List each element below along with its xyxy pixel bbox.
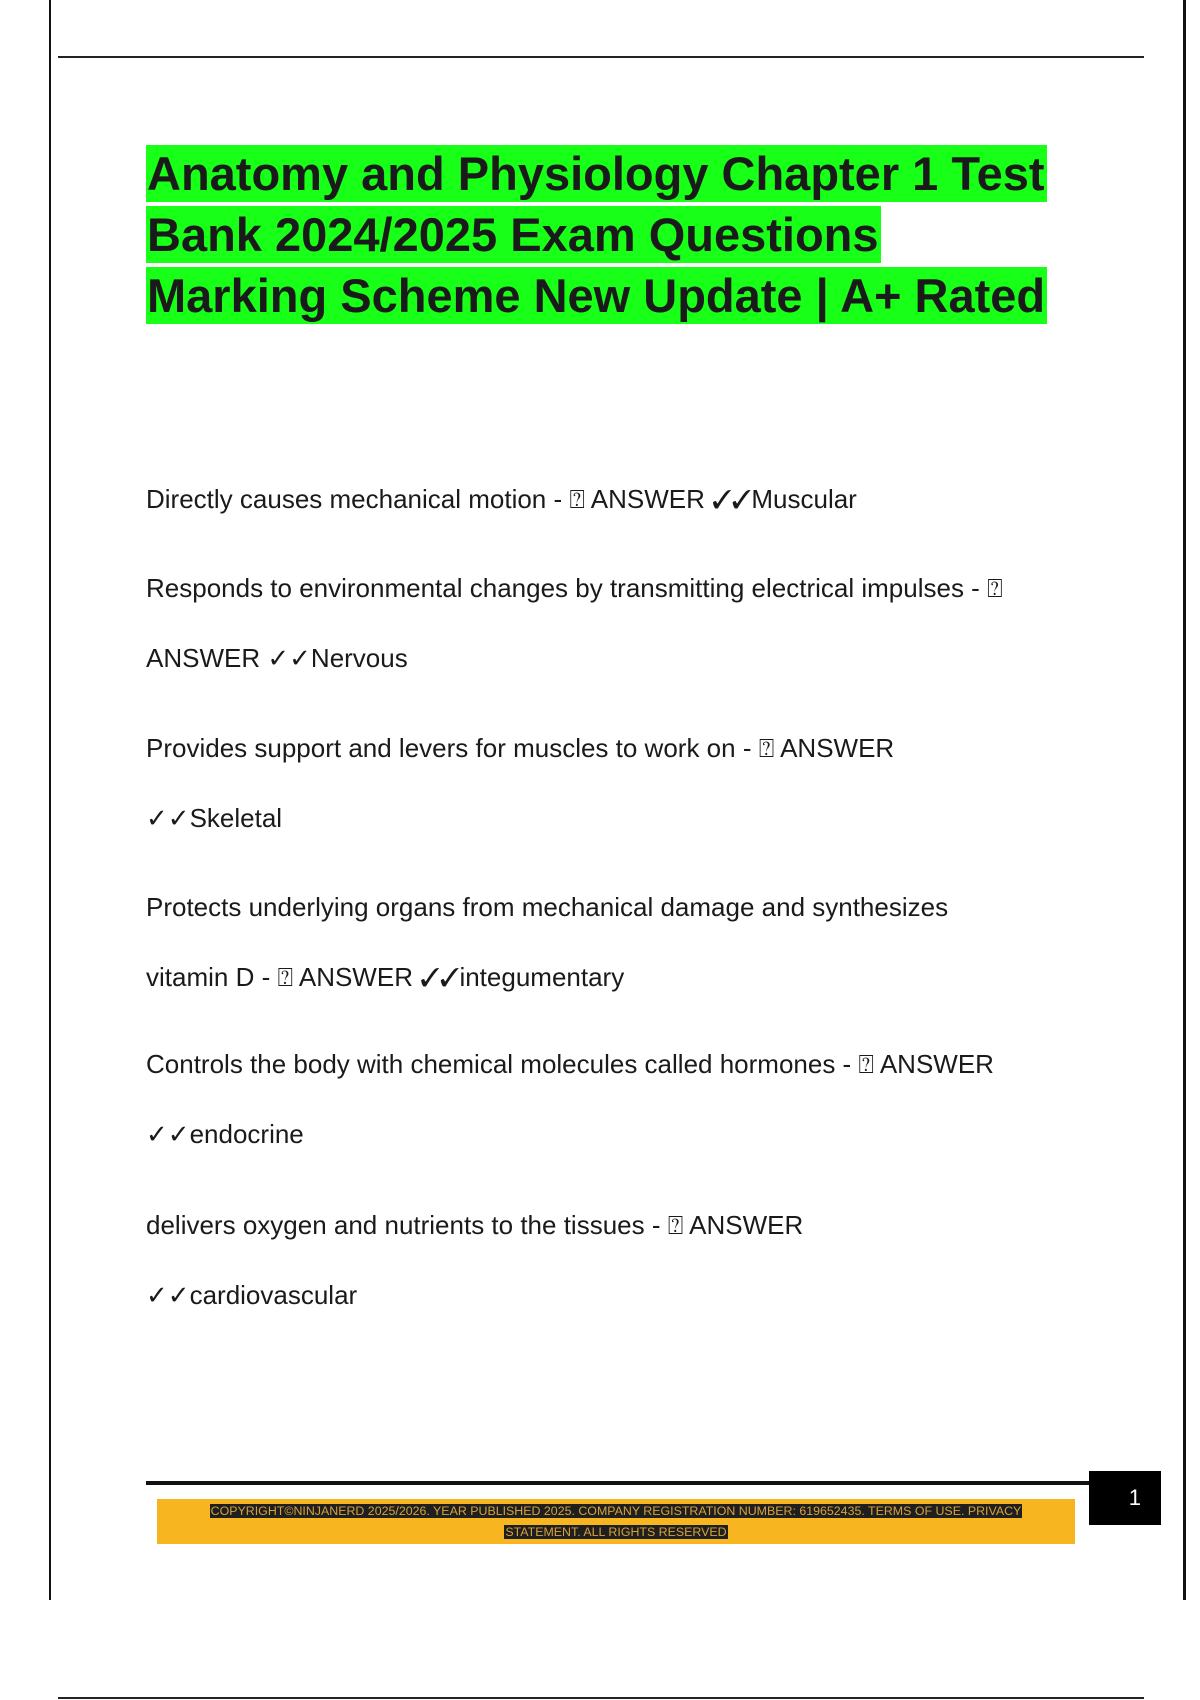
qa-item: [146, 553, 1106, 693]
page-border-left: [49, 0, 51, 1600]
title-line-1: Anatomy and Physiology Chapter 1 Test: [147, 147, 1045, 200]
qa-text-line: Controls the body with chemical molecules called hormones - ⍰ ANSWER: [146, 1049, 994, 1079]
copyright-band: [157, 1499, 1075, 1544]
bottom-rule: [58, 1697, 1144, 1699]
qa-text-line: ✓✓Skeletal: [146, 803, 283, 833]
document-title: [146, 144, 1146, 327]
qa-item: [146, 1029, 1106, 1169]
page-border-right: [1183, 0, 1186, 1600]
copyright-line-2: STATEMENT. ALL RIGHTS RESERVED: [505, 1524, 727, 1539]
qa-text-line: ✓✓cardiovascular: [146, 1280, 358, 1310]
copyright-text: [166, 1501, 1066, 1543]
qa-text-line: delivers oxygen and nutrients to the tissues - ⍰ ANSWER: [146, 1210, 804, 1240]
qa-item: [146, 464, 1106, 534]
page-number-box: [1089, 1471, 1161, 1525]
title-line-3: Marking Scheme New Update | A+ Rated: [147, 269, 1046, 322]
page-number: 1: [1128, 1485, 1141, 1510]
qa-text-line: Responds to environmental changes by transmitting electrical impulses - ⍰: [146, 573, 1003, 603]
qa-item: [146, 872, 1106, 1012]
footer-rule: [146, 1481, 1096, 1485]
qa-text-line: Directly causes mechanical motion - ⍰ ANSWER ✓✓Muscular: [146, 484, 857, 514]
qa-text-line: Protects underlying organs from mechanical damage and synthesizes: [146, 892, 949, 922]
qa-text-line: Provides support and levers for muscles to work on - ⍰ ANSWER: [146, 733, 895, 763]
qa-item: [146, 1190, 1106, 1330]
qa-text-line: vitamin D - ⍰ ANSWER ✓✓integumentary: [146, 962, 625, 992]
qa-item: [146, 713, 1106, 853]
qa-text-line: ANSWER ✓✓Nervous: [146, 643, 408, 673]
qa-text-line: ✓✓endocrine: [146, 1119, 304, 1149]
title-line-2: Bank 2024/2025 Exam Questions: [147, 208, 879, 261]
copyright-line-1: COPYRIGHT©NINJANERD 2025/2026. YEAR PUBLISHED 2025. COMPANY REGISTRATION NUMBER: 619652435. TERMS OF USE. PRIVACY: [210, 1503, 1022, 1518]
header-rule: [58, 56, 1144, 58]
